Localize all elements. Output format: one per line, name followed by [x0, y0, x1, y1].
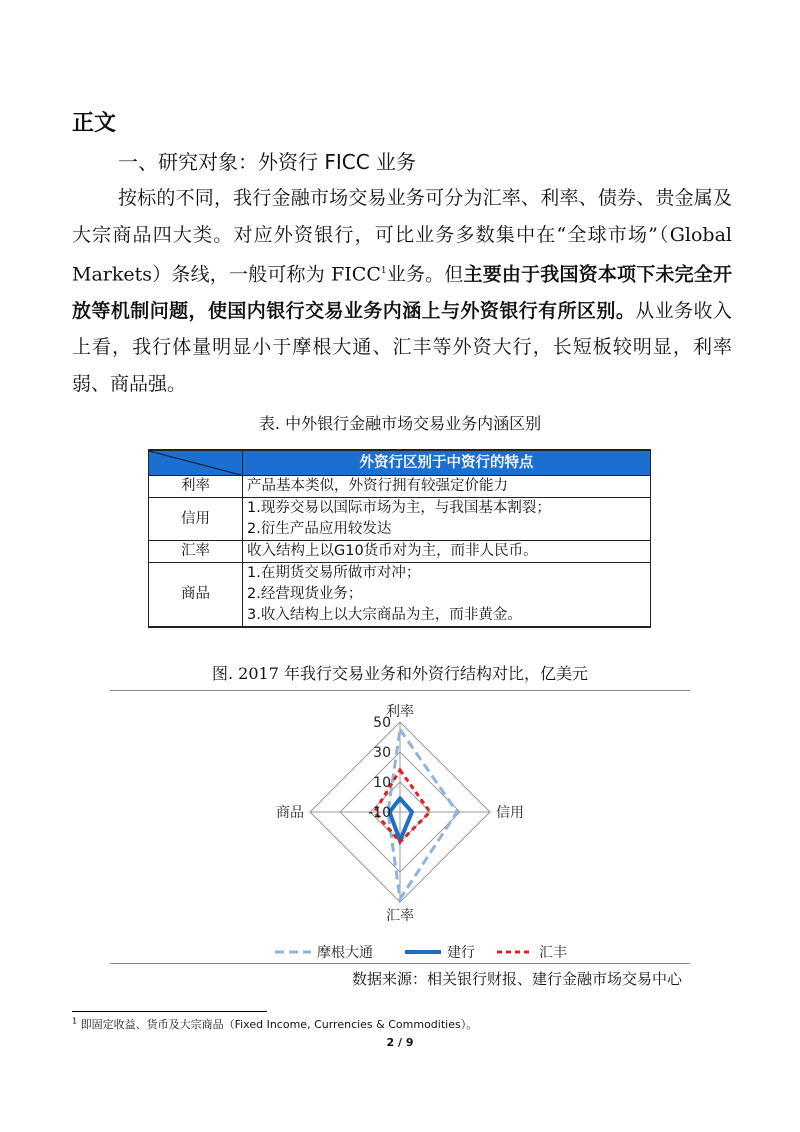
- axis-label: 汇率: [386, 908, 414, 924]
- body-paragraph: 按标的不同，我行金融市场交易业务可分为汇率、利率、债券、贵金属及大宗商品四大类。对应外资银行，可比业务多数集中在“全球市场”（Global Markets）条线，一般可称为 FICC$^1$业务。但主要由于我国资本项下未完全开放等机制问题，使国内银行交易业务内涵上与外资银行有所区别。从业务收入上看，我行体量明显小于摩根大通、汇丰等外资大行，长短板较明显，利率弱、商品强。: [72, 187, 732, 395]
- series-line-摩根大通: [388, 730, 457, 900]
- chart-bottom-rule: [110, 963, 690, 964]
- row-detail: 1.在期货交易所做市对冲； 2.经营现货业务； 3.收入结构上以大宗商品为主，而非黄金。: [243, 563, 651, 628]
- legend-label: 摩根大通: [317, 945, 373, 961]
- axis-label: 信用: [496, 805, 524, 821]
- data-source: 数据来源：相关银行财报、建行金融市场交易中心: [351, 970, 682, 988]
- tick-label: -10: [368, 805, 391, 821]
- footnote-divider: [72, 1011, 267, 1012]
- row-detail: 产品基本类似，外资行拥有较强定价能力: [243, 476, 651, 498]
- subsection-heading: 一、研究对象：外资行 FICC 业务: [118, 150, 417, 174]
- table-header: 外资行区别于中资行的特点: [243, 450, 651, 476]
- section-heading: 正文: [72, 111, 117, 136]
- row-detail: 收入结构上以G10货币对为主，而非人民币。: [243, 541, 651, 563]
- table-row: [149, 476, 651, 498]
- tick-label: 30: [373, 745, 391, 761]
- comparison-table: [148, 449, 651, 628]
- row-detail: 1.现券交易以国际市场为主，与我国基本割裂； 2.衍生产品应用较发达: [243, 498, 651, 541]
- legend-label: 汇丰: [539, 945, 567, 961]
- axis-label: 利率: [386, 704, 414, 720]
- row-category: 信用: [149, 498, 243, 541]
- table-row: [149, 498, 651, 541]
- chart-top-rule: [110, 690, 690, 691]
- row-category: 商品: [149, 563, 243, 628]
- tick-label: 10: [373, 775, 391, 791]
- radar-chart: [110, 692, 690, 964]
- table-row: [149, 541, 651, 563]
- table-row: [149, 563, 651, 628]
- chart-caption: 图. 2017 年我行交易业务和外资行结构对比，亿美元: [212, 664, 588, 683]
- page-number: 2 / 9: [386, 1036, 414, 1049]
- header-corner-cell: [149, 450, 243, 476]
- footnote: $^1$ 即固定收益、货币及大宗商品（Fixed Income, Currencies & Commodities）。: [72, 1016, 478, 1031]
- tick-label: 50: [373, 715, 391, 731]
- footnote-ref[interactable]: 1: [380, 266, 387, 276]
- legend-label: 建行: [447, 945, 475, 961]
- row-category: 利率: [149, 476, 243, 498]
- row-category: 汇率: [149, 541, 243, 563]
- table-caption: 表. 中外银行金融市场交易业务内涵区别: [258, 414, 542, 433]
- axis-label: 商品: [276, 805, 304, 821]
